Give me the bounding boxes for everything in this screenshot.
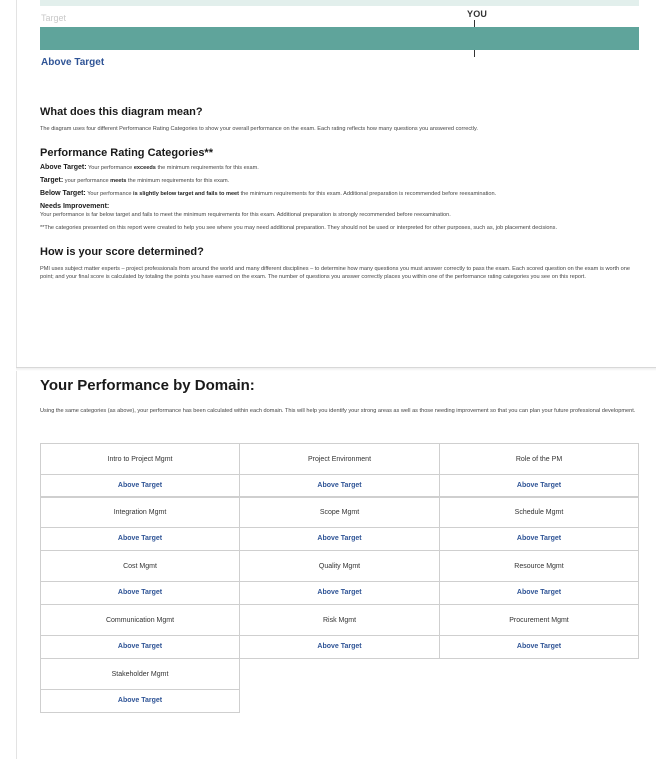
domain-rating: Above Target [516, 535, 562, 542]
domain-rating: Above Target [117, 643, 163, 650]
category-below-target: Below Target: Your performance is slightly below target and fails to meet the minimum requirements for this exam. Additional preparation is recommended before reexamination. [40, 190, 497, 197]
domain-rating: Above Target [117, 697, 163, 704]
category-needs-improvement-label: Needs Improvement: [40, 203, 110, 210]
domain-cell [239, 496, 440, 551]
target-marker-label: Target [41, 13, 67, 23]
domain-section-intro: Using the same categories (as above), your performance has been calculated within each domain. This will help you identify your strong areas as well as those needing improvement so that you can plan your future professional development. [40, 408, 636, 414]
diagram-meaning-text: The diagram uses four different Performance Rating Categories to show your overall performance on the exam. Each rating reflects how many questions you answered correctly. [40, 126, 478, 132]
domain-cell [239, 604, 440, 659]
overall-rating: Above Target [41, 57, 105, 68]
score-bar [40, 27, 639, 50]
domain-name: Stakeholder Mgmt [41, 659, 239, 690]
domain-cell [40, 604, 240, 659]
domain-rating: Above Target [117, 589, 163, 596]
page-break-shadow [16, 368, 656, 371]
domain-name: Risk Mgmt [240, 605, 439, 636]
domain-name: Integration Mgmt [41, 497, 239, 528]
domain-cell [439, 604, 639, 659]
you-marker-label: YOU [467, 9, 488, 19]
domain-rating: Above Target [516, 482, 562, 489]
diagram-meaning-heading: What does this diagram mean? [40, 106, 203, 118]
domain-rating: Above Target [516, 589, 562, 596]
domain-cell [40, 550, 240, 605]
domain-name: Scope Mgmt [240, 497, 439, 528]
explanation-section [40, 106, 640, 281]
domain-cell [439, 550, 639, 605]
you-marker-tick [474, 20, 475, 27]
score-chart-top-band [40, 0, 639, 6]
domain-rating: Above Target [317, 589, 362, 596]
domain-name: Quality Mgmt [240, 551, 439, 582]
score-determined-heading: How is your score determined? [40, 246, 204, 258]
domain-name: Procurement Mgmt [440, 605, 638, 636]
domain-rating: Above Target [317, 535, 362, 542]
domain-cell [239, 443, 440, 498]
domain-cell [40, 496, 240, 551]
domain-cell [439, 443, 639, 498]
domain-name: Intro to Project Mgmt [41, 444, 239, 475]
domain-name: Communication Mgmt [41, 605, 239, 636]
score-determined-text: PMI uses subject matter experts – project professionals from around the world and many different disciplines – to determine how many questions you must answer correctly to pass the exam. Each scored question on the exam is worth one point; and your final score is calculated by totaling the points you have earned on the exam. The number of questions you answer correctly places you within one of the performance rating categories you see on this report. [40, 266, 631, 280]
you-marker-tick-lower [474, 50, 475, 57]
domain-name: Resource Mgmt [440, 551, 638, 582]
domain-name: Cost Mgmt [41, 551, 239, 582]
category-above-target: Above Target: Your performance exceeds the minimum requirements for this exam. [40, 164, 259, 171]
categories-footnote: **The categories presented on this report were created to help you see where you may need additional preparation. They should not be used or interpreted for other purposes, such as, job placement decisions. [40, 225, 558, 231]
category-needs-improvement-text: Your performance is far below target and fails to meet the minimum requirements for this exam. Additional preparation is strongly recommended before reexamination. [40, 212, 451, 218]
domain-cell [40, 658, 240, 713]
domain-rating: Above Target [317, 482, 362, 489]
domain-rating: Above Target [516, 643, 562, 650]
domain-cell [239, 550, 440, 605]
domain-rating: Above Target [317, 643, 362, 650]
domain-cell [40, 443, 240, 498]
domain-name: Project Environment [240, 444, 439, 475]
category-target: Target: your performance meets the minimum requirements for this exam. [40, 177, 230, 184]
domain-rating: Above Target [117, 535, 163, 542]
domain-name: Role of the PM [440, 444, 638, 475]
categories-heading: Performance Rating Categories** [40, 147, 213, 159]
domain-name: Schedule Mgmt [440, 497, 638, 528]
domain-rating: Above Target [117, 482, 163, 489]
domain-cell [439, 496, 639, 551]
page-left-border [16, 0, 17, 759]
domain-section-title: Your Performance by Domain: [40, 377, 255, 394]
